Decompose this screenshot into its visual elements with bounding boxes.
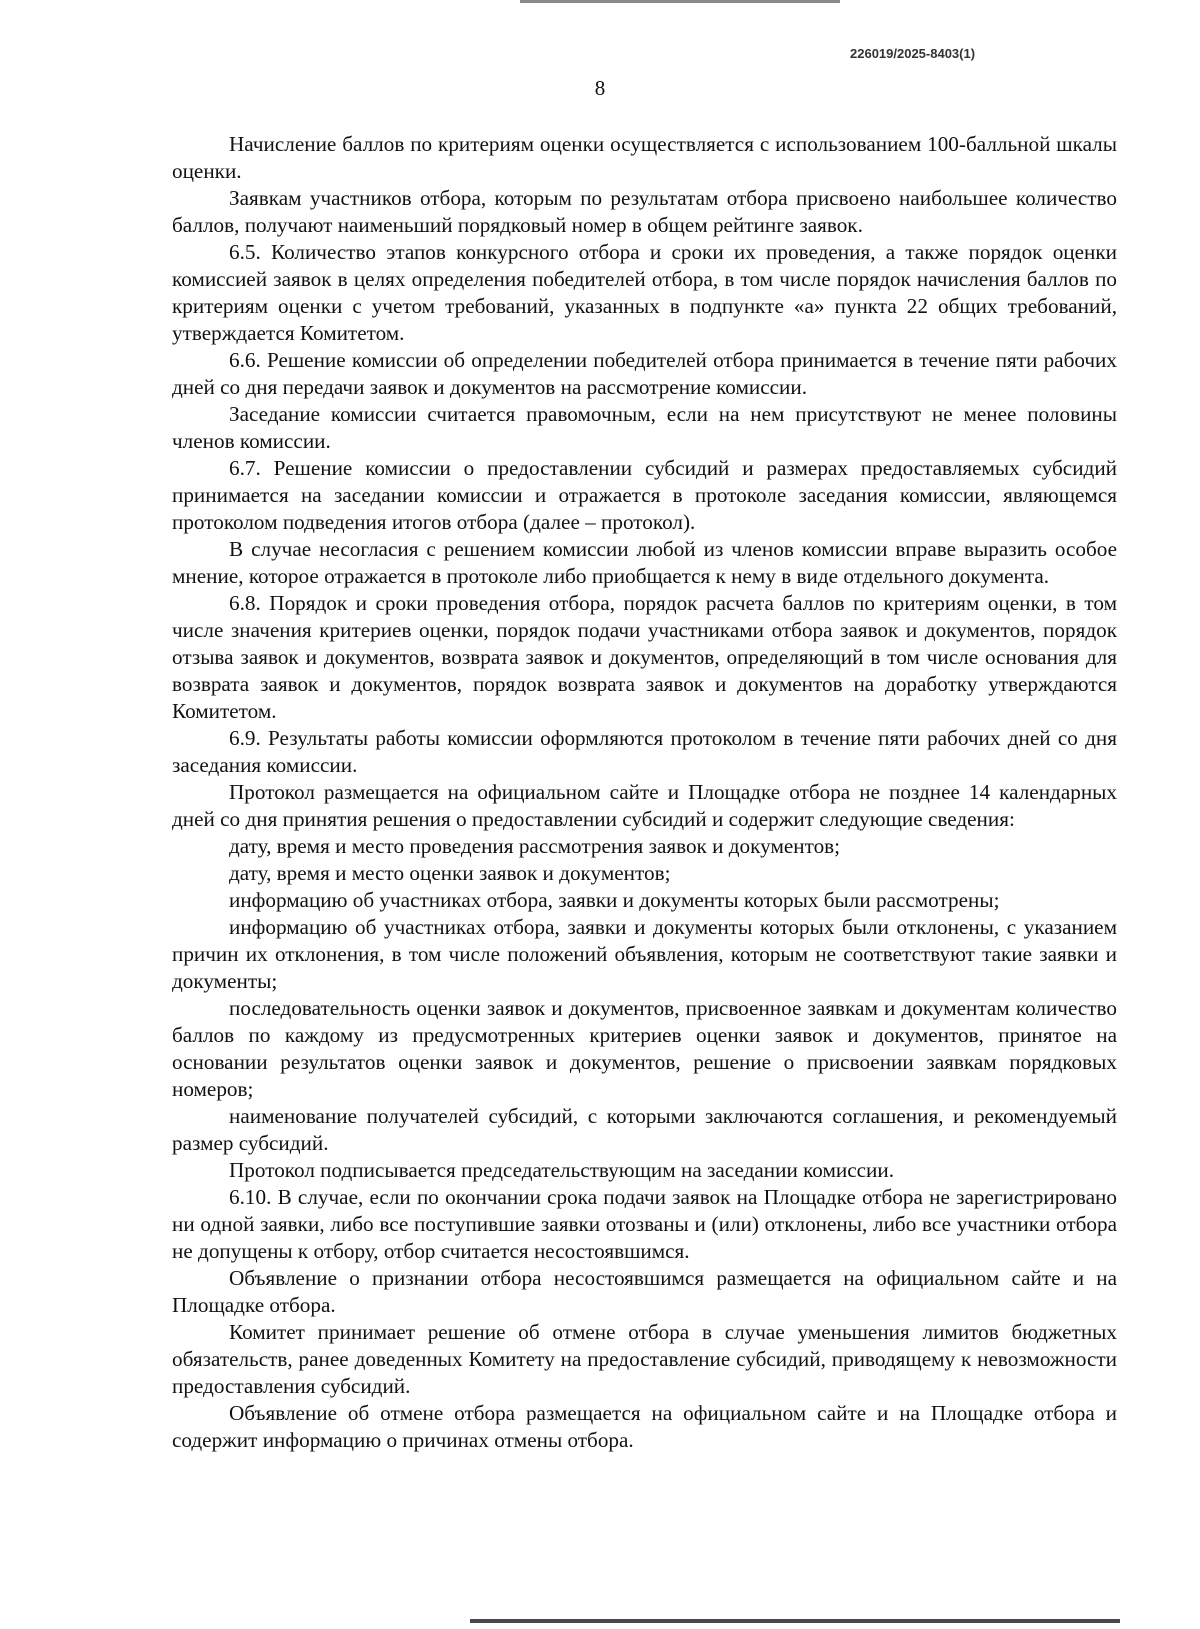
page-number: 8 (594, 76, 606, 100)
document-number: 226019/2025-8403(1) (850, 46, 976, 61)
paragraph: Заявкам участников отбора, которым по результатам отбора присвоено наибольшее количество баллов, получают наименьший порядковый номер в общем рейтинге заявок. (172, 186, 1117, 237)
paragraph: Начисление баллов по критериям оценки осуществляется с использованием 100-балльной шкалы оценки. (172, 132, 1117, 183)
paragraph: информацию об участниках отбора, заявки и документы которых были отклонены, с указанием причин их отклонения, в том числе положений объявления, которым не соответствуют такие заявки и документы; (172, 915, 1117, 993)
paragraph: Комитет принимает решение об отмене отбора в случае уменьшения лимитов бюджетных обязательств, ранее доведенных Комитету на предоставление субсидий, приводящему к невозможности предоставления субсидий. (172, 1320, 1117, 1398)
paragraph: наименование получателей субсидий, с которыми заключаются соглашения, и рекомендуемый размер субсидий. (172, 1104, 1117, 1155)
paragraph: Протокол подписывается председательствующим на заседании комиссии. (229, 1158, 895, 1182)
paragraph: 6.6. Решение комиссии об определении победителей отбора принимается в течение пяти рабочих дней со дня передачи заявок и документов на рассмотрение комиссии. (172, 348, 1117, 399)
paragraph: информацию об участниках отбора, заявки и документы которых были рассмотрены; (229, 888, 1000, 912)
paragraph: 6.10. В случае, если по окончании срока подачи заявок на Площадке отбора не зарегистрировано ни одной заявки, либо все поступившие заявки отозваны и (или) отклонены, либо все участники отбора не допущены к отбору, отбор считается несостоявшимся. (172, 1185, 1117, 1263)
paragraph: дату, время и место проведения рассмотрения заявок и документов; (229, 834, 841, 858)
scan-edge-bottom (470, 1619, 1120, 1623)
paragraph: Объявление об отмене отбора размещается на официальном сайте и на Площадке отбора и содержит информацию о причинах отмены отбора. (172, 1401, 1117, 1452)
paragraph: Заседание комиссии считается правомочным, если на нем присутствуют не менее половины членов комиссии. (172, 402, 1117, 453)
paragraph: Протокол размещается на официальном сайте и Площадке отбора не позднее 14 календарных дней со дня принятия решения о предоставлении субсидий и содержит следующие сведения: (172, 780, 1117, 831)
paragraph: 6.9. Результаты работы комиссии оформляются протоколом в течение пяти рабочих дней со дня заседания комиссии. (172, 726, 1117, 777)
paragraph: В случае несогласия с решением комиссии любой из членов комиссии вправе выразить особое мнение, которое отражается в протоколе либо приобщается к нему в виде отдельного документа. (172, 537, 1117, 588)
paragraph: последовательность оценки заявок и документов, присвоенное заявкам и документам количество баллов по каждому из предусмотренных критериев оценки заявок и документов, принятое на основании результатов оценки заявок и документов, решение о присвоении заявкам порядковых номеров; (172, 996, 1117, 1101)
paragraph: дату, время и место оценки заявок и документов; (229, 861, 671, 885)
paragraph: 6.8. Порядок и сроки проведения отбора, порядок расчета баллов по критериям оценки, в том числе значения критериев оценки, порядок подачи участниками отбора заявок и документов, порядок отзыва заявок и документов, возврата заявок и документов, определяющий в том числе основания для возврата заявок и документов, порядок возврата заявок и документов на доработку утверждаются Комитетом. (172, 591, 1117, 723)
paragraph: 6.5. Количество этапов конкурсного отбора и сроки их проведения, а также порядок оценки комиссией заявок в целях определения победителей отбора, в том числе порядок начисления баллов по критериям оценки с учетом требований, указанных в подпункте «а» пункта 22 общих требований, утверждается Комитетом. (172, 240, 1117, 345)
scan-edge-top (520, 0, 840, 3)
document-body (172, 131, 1117, 1454)
paragraph: 6.7. Решение комиссии о предоставлении субсидий и размерах предоставляемых субсидий принимается на заседании комиссии и отражается в протоколе заседания комиссии, являющемся протоколом подведения итогов отбора (далее – протокол). (172, 456, 1117, 534)
paragraph: Объявление о признании отбора несостоявшимся размещается на официальном сайте и на Площадке отбора. (172, 1266, 1117, 1317)
